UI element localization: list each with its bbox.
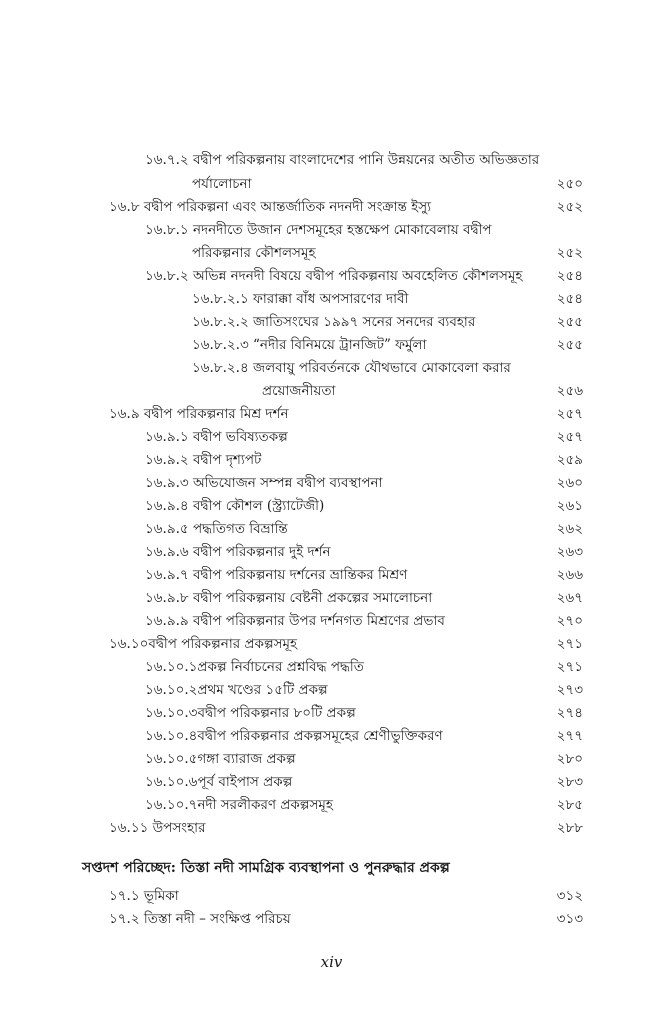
toc-entry <box>145 450 261 470</box>
entry-title: বদ্বীপ পরিকল্পনায় বাংলাদেশের পানি উন্নয়নের অতীত অভিজ্ঞতার <box>192 152 540 168</box>
page-number: xiv <box>320 953 343 971</box>
toc-entry <box>145 519 288 539</box>
toc-entry <box>109 818 206 838</box>
entry-page: ২৭৭ <box>556 728 583 744</box>
entry-number: ১৬.১০.২ <box>145 682 198 698</box>
entry-title: পরিকল্পনার কৌশলসমূহ <box>192 245 316 261</box>
toc-entry <box>192 312 475 332</box>
entry-title: “নদীর বিনিময়ে ট্রানজিট” ফর্মুলা <box>253 337 427 353</box>
entry-title: বদ্বীপ কৌশল (স্ট্র্যাটেজী) <box>192 498 325 514</box>
toc-entry <box>145 726 443 746</box>
entry-page: ২৬৩ <box>556 544 583 560</box>
entry-number: ১৬.৯.৯ <box>145 613 189 629</box>
entry-page: ২৬২ <box>556 521 583 537</box>
toc-entry-continuation <box>262 381 335 401</box>
entry-number: ১৭.১ <box>109 888 140 904</box>
toc-entry <box>145 795 333 815</box>
toc-entry <box>145 150 539 170</box>
entry-page: ২৭০ <box>556 613 583 629</box>
entry-title: বদ্বীপ পরিকল্পনার উপর দর্শনগত মিশ্রণের প্রভাব <box>192 613 445 629</box>
entry-page: ২৫২ <box>556 199 583 215</box>
entry-page: ২৫৭ <box>556 429 583 445</box>
entry-number: ১৬.১০.৩ <box>145 705 198 721</box>
entry-page: ২৫০ <box>556 176 583 192</box>
entry-title: বদ্বীপ দৃশ্যপট <box>192 452 262 468</box>
entry-number: ১৬.৯.১ <box>145 429 189 445</box>
entry-page: ২৬৭ <box>556 590 583 606</box>
entry-title: তিস্তা নদী – সংক্ষিপ্ত পরিচয় <box>143 911 291 927</box>
entry-number: ১৬.১০.৭ <box>145 797 198 813</box>
entry-number: ১৬.৮.১ <box>145 222 189 238</box>
entry-title: নদনদীতে উজান দেশসমূহের হস্তক্ষেপ মোকাবেলায় বদ্বীপ <box>192 222 492 238</box>
toc-entry <box>145 542 331 562</box>
entry-number: ১৬.৮.২.৩ <box>192 337 249 353</box>
entry-number: ১৬.১০.৬ <box>145 774 198 790</box>
toc-entry <box>109 404 289 424</box>
entry-number: ১৬.৯.২ <box>145 452 189 468</box>
entry-page: ২৭৪ <box>556 705 583 721</box>
entry-title: বদ্বীপ পরিকল্পনায় দর্শনের ভ্রান্তিকর মিশ্রণ <box>192 567 408 583</box>
toc-entry <box>145 680 328 700</box>
toc-entry <box>109 634 297 654</box>
entry-title: পদ্ধতিগত বিভ্রান্তি <box>192 521 288 537</box>
entry-page: ২৫৯ <box>556 452 583 468</box>
entry-number: ১৬.১০.৫ <box>145 751 198 767</box>
entry-number: ১৬.৮.২ <box>145 268 189 284</box>
entry-number: ১৬.৯.৩ <box>145 475 189 491</box>
entry-page: ২৮৫ <box>556 797 583 813</box>
entry-title: প্রকল্প নির্বাচনের প্রশ্নবিদ্ধ পদ্ধতি <box>197 659 364 675</box>
toc-entry <box>145 657 364 677</box>
entry-page: ২৬০ <box>556 475 583 491</box>
entry-number: ১৬.৮.২.২ <box>192 314 249 330</box>
entry-title: উপসংহার <box>152 820 206 836</box>
entry-title: বদ্বীপ পরিকল্পনার দুই দর্শন <box>192 544 331 560</box>
toc-entry <box>145 496 324 516</box>
entry-number: ১৬.৮.২.১ <box>192 291 249 307</box>
entry-title: বদ্বীপ পরিকল্পনার মিশ্র দর্শন <box>143 406 289 422</box>
entry-page: ২৮৩ <box>556 774 583 790</box>
entry-title: জাতিসংঘের ১৯৯৭ সনের সনদের ব্যবহার <box>253 314 476 330</box>
entry-page: ২৬৬ <box>556 567 583 583</box>
toc-entry <box>109 886 179 906</box>
entry-title: পূর্ব বাইপাস প্রকল্প <box>197 774 293 790</box>
toc-entry <box>145 588 432 608</box>
toc-entry <box>145 611 445 631</box>
entry-title: বদ্বীপ পরিকল্পনার প্রকল্পসমূহ <box>148 636 298 652</box>
toc-entry <box>145 772 292 792</box>
toc-entry <box>109 909 291 929</box>
toc-entry <box>145 473 382 493</box>
toc-entry <box>145 703 356 723</box>
entry-number: ১৬.১০ <box>109 636 149 652</box>
entry-page: ৩১৩ <box>556 911 583 927</box>
entry-title: বদ্বীপ ভবিষ্যতকল্প <box>192 429 288 445</box>
toc-entry <box>145 220 492 240</box>
entry-title: প্রয়োজনীয়তা <box>262 383 336 399</box>
chapter-heading: সপ্তদশ পরিচ্ছেদ: তিস্তা নদী সামগ্রিক ব্যবস্থাপনা ও পুনরুদ্ধার প্রকল্প <box>82 860 450 876</box>
toc-entry <box>192 289 408 309</box>
entry-page: ২৮৮ <box>556 820 583 836</box>
toc-entry <box>109 197 431 217</box>
entry-title: পর্যালোচনা <box>192 176 252 192</box>
entry-title: ফারাক্কা বাঁধ অপসারণের দাবী <box>253 291 409 307</box>
entry-page: ২৫৪ <box>556 291 583 307</box>
toc-entry <box>192 358 511 378</box>
entry-title: অভিযোজন সম্পন্ন বদ্বীপ ব্যবস্থাপনা <box>192 475 383 491</box>
entry-number: ১৬.৯.৫ <box>145 521 189 537</box>
entry-number: ১৬.৮ <box>109 199 140 215</box>
entry-page: ২৫৫ <box>556 314 583 330</box>
entry-number: ১৬.৯ <box>109 406 140 422</box>
entry-page: ২৫৬ <box>556 383 583 399</box>
entry-title: বদ্বীপ পরিকল্পনা এবং আন্তর্জাতিক নদনদী সংক্রান্ত ইস্যু <box>143 199 432 215</box>
entry-number: ১৬.১০.১ <box>145 659 198 675</box>
entry-title: নদী সরলীকরণ প্রকল্পসমূহ <box>197 797 333 813</box>
entry-number: ১৬.১১ <box>109 820 149 836</box>
entry-title: বদ্বীপ পরিকল্পনার প্রকল্পসমূহের শ্রেণীভুক্তিকরণ <box>197 728 443 744</box>
entry-page: ২৫৪ <box>556 268 583 284</box>
toc-entry <box>145 565 407 585</box>
entry-number: ১৭.২ <box>109 911 140 927</box>
toc-entry-continuation <box>192 174 252 194</box>
entry-number: ১৬.৯.৪ <box>145 498 189 514</box>
entry-page: ২৫৫ <box>556 337 583 353</box>
toc-entry-continuation <box>192 243 316 263</box>
entry-page: ৩১২ <box>556 888 583 904</box>
entry-page: ২৭১ <box>556 659 583 675</box>
toc-entry <box>192 335 427 355</box>
entry-page: ২৭১ <box>556 636 583 652</box>
entry-page: ২৫৭ <box>556 406 583 422</box>
entry-title: জলবায়ু পরিবর্তনকে যৌথভাবে মোকাবেলা করার <box>253 360 511 376</box>
entry-number: ১৬.৯.৭ <box>145 567 189 583</box>
entry-page: ২৫২ <box>556 245 583 261</box>
entry-page: ২৮০ <box>556 751 583 767</box>
toc-entry <box>145 427 288 447</box>
entry-number: ১৬.৯.৬ <box>145 544 189 560</box>
entry-title: ভূমিকা <box>143 888 179 904</box>
entry-page: ২৬১ <box>556 498 583 514</box>
entry-title: বদ্বীপ পরিকল্পনায় বেষ্টনী প্রকল্পের সমালোচনা <box>192 590 433 606</box>
entry-title: অভিন্ন নদনদী বিষয়ে বদ্বীপ পরিকল্পনায় অবহেলিত কৌশলসমূহ <box>192 268 523 284</box>
entry-number: ১৬.১০.৪ <box>145 728 198 744</box>
entry-title: প্রথম খণ্ডের ১৫টি প্রকল্প <box>197 682 328 698</box>
toc-entry <box>145 266 523 286</box>
entry-number: ১৬.৮.২.৪ <box>192 360 249 376</box>
entry-title: গঙ্গা ব্যারাজ প্রকল্প <box>197 751 296 767</box>
entry-number: ১৬.৯.৮ <box>145 590 189 606</box>
entry-page: ২৭৩ <box>556 682 583 698</box>
toc-entry <box>145 749 296 769</box>
entry-title: বদ্বীপ পরিকল্পনার ৮০টি প্রকল্প <box>197 705 356 721</box>
entry-number: ১৬.৭.২ <box>145 152 189 168</box>
